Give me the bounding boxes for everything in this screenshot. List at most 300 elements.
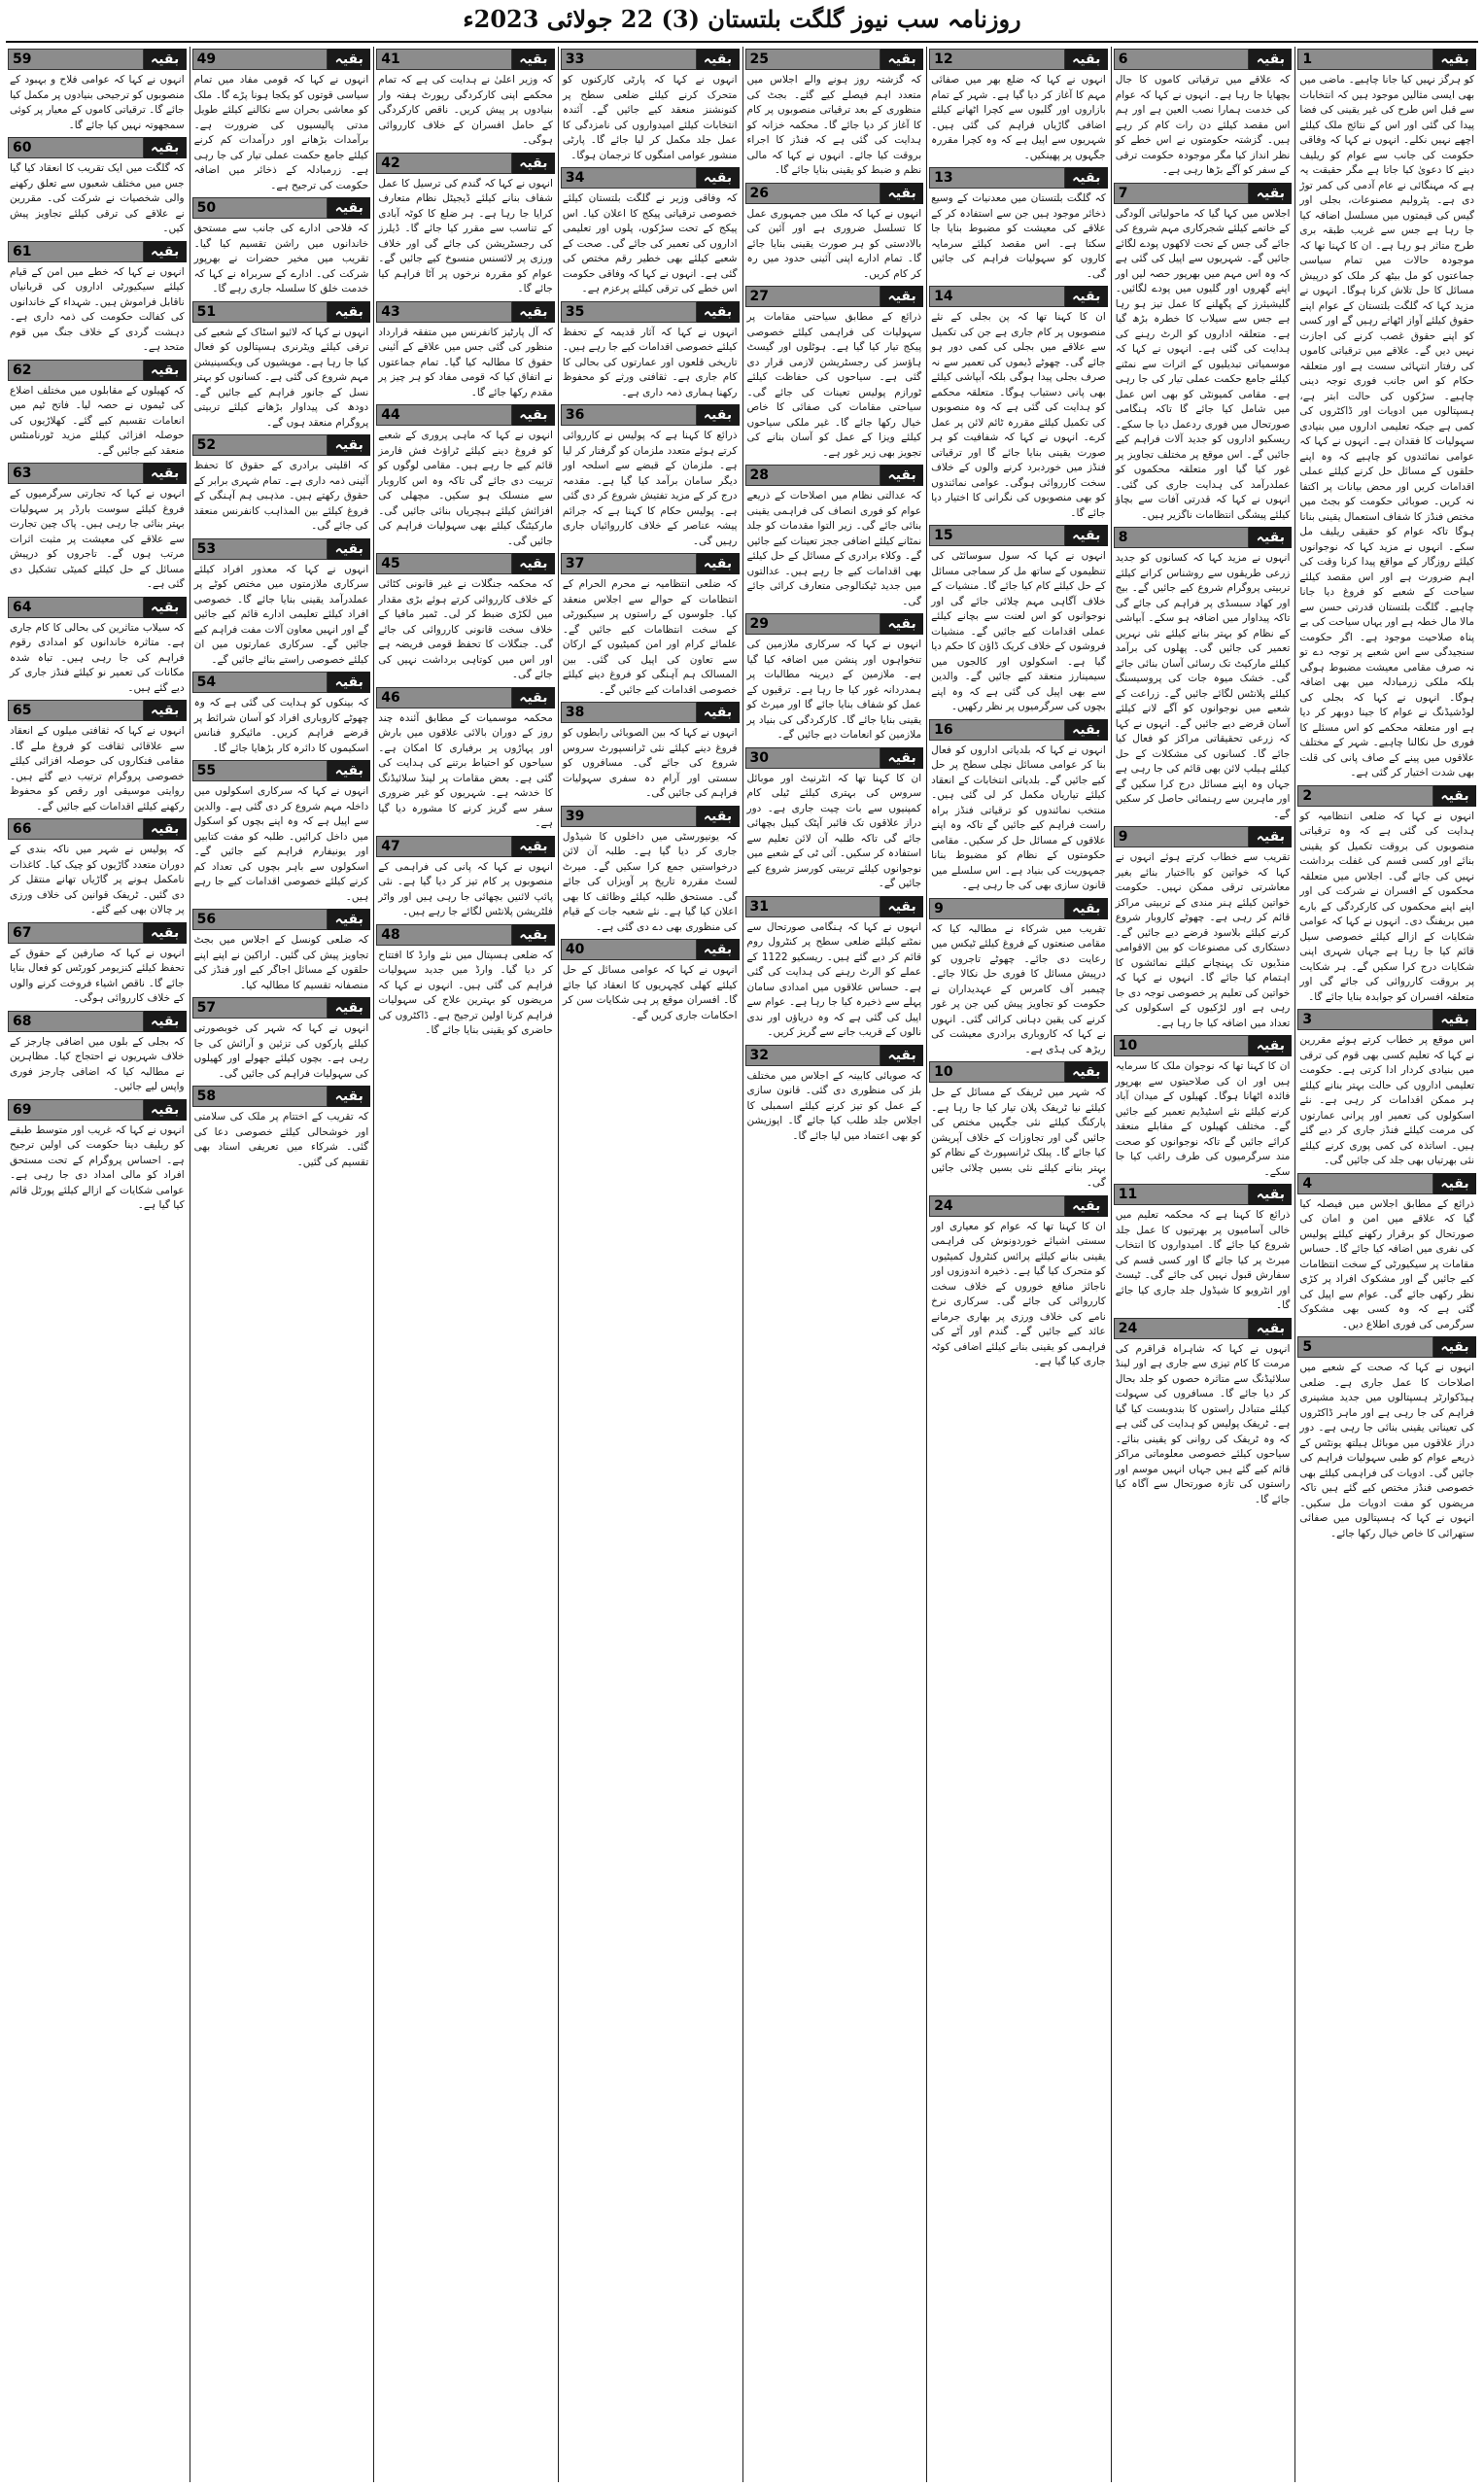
continuation-block: [745, 183, 924, 283]
continuation-number: 49: [192, 49, 328, 70]
continuation-label: بقیہ: [697, 404, 740, 426]
continuation-number: 9: [929, 898, 1065, 919]
continuation-label: بقیہ: [144, 597, 187, 618]
continuation-header: [745, 183, 924, 204]
story-text: کو ہرگز نہیں کیا جانا چاہیے۔ ماضی میں بھی ایسی مثالیں موجود ہیں کہ انتخابات سے قبل اس طرح کی غیر یقینی کی فضا پیدا کی گئی اور اس کے نتائج ملک کیلئے اچھے نہیں نکلے۔ انہوں نے کہا کہ وفاقی حکومت کی جانب سے عوام کو ریلیف دینے کا دعویٰ کیا جاتا ہے مگر حقیقت یہ ہے کہ مہنگائی نے عام آدمی کی کمر توڑ دی ہے۔ پٹرولیم مصنوعات، بجلی اور گیس کی قیمتوں میں مسلسل اضافہ کیا جا رہا ہے جس سے غریب طبقہ بری طرح متاثر ہو رہا ہے۔ ان کا کہنا تھا کہ موجودہ حالات میں تمام سیاسی جماعتوں کو مل بیٹھ کر ملک کو درپیش مسائل کا حل تلاش کرنا ہوگا۔ انہوں نے مزید کہا کہ گلگت بلتستان کے عوام اپنے حقوق کیلئے آواز اٹھاتے رہیں گے اور کسی کو اپنے حقوق غصب کرنے کی اجازت نہیں دیں گے۔ علاقے میں ترقیاتی کاموں کی رفتار انتہائی سست ہے اور متعلقہ حکام کو اس جانب فوری توجہ دینی چاہیے۔ سڑکوں کی حالت ابتر ہے، ہسپتالوں میں ادویات اور ڈاکٹروں کی کمی ہے جبکہ تعلیمی اداروں میں بنیادی سہولیات کا فقدان ہے۔ انہوں نے کہا کہ عوامی نمائندوں کو چاہیے کہ وہ اپنے حلقوں کے مسائل حل کرنے کیلئے عملی اقدامات کریں اور محض بیانات پر اکتفا نہ کریں۔ صوبائی حکومت کو بجٹ میں مختص فنڈز کا شفاف استعمال یقینی بنانا ہوگا تاکہ عوام کو حقیقی ریلیف مل سکے۔ انہوں نے مزید کہا کہ نوجوانوں کیلئے روزگار کے مواقع پیدا کرنا وقت کی اہم ضرورت ہے اور اس مقصد کیلئے سیاحت کے شعبے کو فروغ دیا جانا چاہیے۔ گلگت بلتستان قدرتی حسن سے مالا مال خطہ ہے اور یہاں سیاحت کی بے پناہ صلاحیت موجود ہے۔ اگر حکومت سنجیدگی سے اس شعبے پر توجہ دے تو نہ صرف مقامی معیشت مضبوط ہوگی بلکہ ملکی زرمبادلہ میں بھی اضافہ ہوگا۔ انہوں نے کہا کہ بجلی کی لوڈشیڈنگ نے عوام کا جینا دوبھر کر دیا ہے اور متعلقہ محکمے کو اس مسئلے کا فوری حل نکالنا چاہیے۔ شہر کے مختلف علاقوں میں پینے کے صاف پانی کی قلت بھی شدت اختیار کر گئی ہے۔: [1299, 74, 1474, 778]
continuation-label: بقیہ: [1249, 527, 1292, 548]
story-text: انہوں نے کہا کہ تجارتی سرگرمیوں کے فروغ کیلئے سوست بارڈر پر سہولیات بہتر بنائی جا رہی ہیں۔ پاک چین تجارت سے علاقے کی معیشت پر مثبت اثرات مرتب ہوں گے۔ تاجروں کو درپیش مسائل کے حل کیلئے کمیٹی تشکیل دی گئی ہے۔: [10, 488, 185, 590]
story-text: تقریب سے خطاب کرتے ہوئے انہوں نے کہا کہ خواتین کو بااختیار بنائے بغیر معاشرتی ترقی ممکن نہیں۔ حکومت خواتین کیلئے ہنر مندی کے تربیتی مراکز قائم کر رہی ہے۔ چھوٹے کاروبار شروع کرنے کیلئے بلاسود قرضے دیے جائیں گے۔ دستکاری کی مصنوعات کو بین الاقوامی منڈیوں تک پہنچانے کیلئے نمائشوں کا اہتمام کیا جائے گا۔ انہوں نے کہا کہ خواتین کی تعلیم پر خصوصی توجہ دی جا رہی ہے اور لڑکیوں کے اسکولوں کی تعداد میں اضافہ کیا جا رہا ہے۔: [1115, 851, 1291, 1029]
continuation-label: بقیہ: [144, 1099, 187, 1121]
continuation-number: 14: [929, 286, 1065, 307]
continuation-number: 62: [8, 360, 144, 381]
continuation-label: بقیہ: [328, 197, 370, 219]
continuation-number: 68: [8, 1011, 144, 1032]
continuation-label: بقیہ: [328, 672, 370, 693]
continuation-block: [8, 922, 187, 1007]
continuation-label: بقیہ: [1433, 1336, 1476, 1358]
story-text: کہ محکمہ جنگلات نے غیر قانونی کٹائی کے خلاف کارروائی کرتے ہوئے بڑی مقدار میں لکڑی ضبط کر لی۔ ٹمبر مافیا کے خلاف سخت قانونی کارروائی کی جائے گی۔ جنگلات کا تحفظ قومی فریضہ ہے اور اس میں کوتاہی برداشت نہیں کی جائے گی۔: [378, 578, 553, 680]
continuation-label: بقیہ: [512, 153, 555, 174]
continuation-label: بقیہ: [512, 301, 555, 323]
column-divider: [1111, 47, 1112, 2482]
continuation-number: 6: [1114, 49, 1250, 70]
continuation-header: [376, 924, 555, 946]
continuation-number: 10: [1114, 1035, 1250, 1056]
continuation-number: 61: [8, 241, 144, 262]
continuation-label: بقیہ: [328, 909, 370, 930]
continuation-block: [745, 747, 924, 892]
continuation-label: بقیہ: [697, 301, 740, 323]
continuation-label: بقیہ: [144, 922, 187, 944]
continuation-number: 69: [8, 1099, 144, 1121]
continuation-block: [8, 1099, 187, 1214]
continuation-number: 39: [561, 806, 697, 827]
news-column: [1297, 47, 1476, 2482]
continuation-number: 45: [376, 553, 512, 574]
continuation-block: [376, 687, 555, 832]
continuation-header: [561, 553, 740, 574]
continuation-number: 59: [8, 49, 144, 70]
continuation-block: [8, 360, 187, 460]
continuation-header: [1114, 826, 1293, 847]
continuation-block: [192, 538, 371, 669]
continuation-number: 48: [376, 924, 512, 946]
continuation-header: [745, 465, 924, 486]
continuation-header: [376, 404, 555, 426]
continuation-number: 35: [561, 301, 697, 323]
story-text: انہوں نے کہا کہ ماہی پروری کے شعبے کو فروغ دینے کیلئے ٹراؤٹ فش فارمز قائم کیے جا رہے ہیں۔ مقامی لوگوں کو تربیت دی جائے گی تاکہ وہ اس کاروبار سے منسلک ہو سکیں۔ مچھلی کی افزائش کیلئے ہیچریاں بنائی جائیں گی۔ مارکیٹنگ کیلئے بھی سہولیات فراہم کی جائیں گی۔: [378, 430, 553, 547]
continuation-label: بقیہ: [328, 760, 370, 781]
continuation-header: [192, 909, 371, 930]
continuation-header: [1114, 1035, 1293, 1056]
story-text: انہوں نے کہا کہ سرکاری ملازمین کی تنخواہوں اور پنشن میں اضافہ کیا گیا ہے۔ ملازمین کے دیرینہ مطالبات پر ہمدردانہ غور کیا جا رہا ہے۔ ترقیوں کے عمل کو شفاف بنایا جائے گا اور میرٹ کو یقینی بنایا جائے گا۔ کارکردگی کی بنیاد پر ملازمین کو انعامات دیے جائیں گے۔: [746, 639, 922, 741]
news-column: [8, 47, 187, 2482]
continuation-header: [745, 1045, 924, 1066]
continuation-header: [192, 197, 371, 219]
story-text: کہ وزیر اعلیٰ نے ہدایت کی ہے کہ تمام محکمے اپنی کارکردگی رپورٹ ہفتہ وار بنیادوں پر پیش کریں۔ ناقص کارکردگی کے حامل افسران کے خلاف کارروائی ہوگی۔: [378, 74, 553, 146]
continuation-header: [929, 49, 1108, 70]
news-column: [192, 47, 371, 2482]
continuation-number: 5: [1297, 1336, 1433, 1358]
continuation-number: 52: [192, 434, 328, 456]
continuation-header: [8, 700, 187, 721]
continuation-number: 60: [8, 137, 144, 158]
story-text: کہ ضلعی ہسپتال میں نئے وارڈ کا افتتاح کر دیا گیا۔ وارڈ میں جدید سہولیات فراہم کی گئی ہیں۔ انہوں نے کہا کہ مریضوں کو بہترین علاج کی سہولیات فراہم کرنا اولین ترجیح ہے۔ ڈاکٹروں کی حاضری کو یقینی بنایا جائے گا۔: [378, 949, 553, 1036]
continuation-header: [8, 597, 187, 618]
continuation-number: 26: [745, 183, 881, 204]
continuation-header: [561, 49, 740, 70]
continuation-label: بقیہ: [328, 538, 370, 560]
continuation-block: [8, 1011, 187, 1095]
continuation-label: بقیہ: [1065, 719, 1108, 741]
continuation-number: 31: [745, 896, 881, 917]
continuation-header: [376, 836, 555, 857]
continuation-label: بقیہ: [697, 939, 740, 960]
story-text: انہوں نے کہا کہ بلدیاتی اداروں کو فعال بنا کر عوامی مسائل نچلی سطح پر حل کیے جائیں گے۔ بلدیاتی انتخابات کے انعقاد کیلئے تیاریاں مکمل کر لی گئی ہیں۔ منتخب نمائندوں کو ترقیاتی فنڈز براہ راست فراہم کیے جائیں گے تاکہ وہ اپنے علاقوں کے مسائل حل کر سکیں۔ مقامی حکومتوں کے نظام کو مضبوط بنانا جمہوریت کی بنیاد ہے۔ اس سلسلے میں قانون سازی بھی کی جا رہی ہے۔: [931, 743, 1106, 891]
continuation-label: بقیہ: [512, 553, 555, 574]
continuation-block: [8, 818, 187, 918]
continuation-block: [929, 898, 1108, 1058]
continuation-block: [929, 49, 1108, 163]
continuation-header: [376, 553, 555, 574]
continuation-header: [8, 922, 187, 944]
newspaper-masthead: [0, 0, 1484, 39]
continuation-label: بقیہ: [144, 700, 187, 721]
continuation-header: [192, 49, 371, 70]
continuation-label: بقیہ: [1065, 286, 1108, 307]
story-text: انہوں نے کہا کہ گندم کی ترسیل کا عمل شفاف بنانے کیلئے ڈیجیٹل نظام متعارف کرایا جا رہا ہے۔ ہر ضلع کا کوٹہ آبادی کے تناسب سے مقرر کیا جائے گا۔ ڈیلرز کی رجسٹریشن کی جائے گی اور خلاف ورزی پر لائسنس منسوخ کیے جائیں گے۔ عوام کو مقررہ نرخوں پر آٹا فراہم کیا جائے گا۔: [378, 177, 553, 294]
continuation-block: [8, 463, 187, 593]
continuation-number: 25: [745, 49, 881, 70]
continuation-number: 7: [1114, 183, 1250, 204]
continuation-label: بقیہ: [144, 463, 187, 484]
continuation-block: [376, 404, 555, 549]
continuation-header: [8, 818, 187, 840]
continuation-number: 53: [192, 538, 328, 560]
continuation-label: بقیہ: [328, 997, 370, 1019]
continuation-block: [745, 465, 924, 609]
continuation-number: 67: [8, 922, 144, 944]
continuation-label: بقیہ: [144, 1011, 187, 1032]
continuation-block: [8, 597, 187, 697]
continuation-number: 2: [1297, 785, 1433, 807]
continuation-block: [561, 404, 740, 549]
continuation-label: بقیہ: [328, 434, 370, 456]
continuation-number: 51: [192, 301, 328, 323]
continuation-block: [745, 1045, 924, 1145]
continuation-header: [929, 286, 1108, 307]
column-divider: [558, 47, 559, 2482]
continuation-label: بقیہ: [1249, 826, 1292, 847]
continuation-header: [1114, 183, 1293, 204]
continuation-block: [1114, 183, 1293, 524]
story-text: کہ عدالتی نظام میں اصلاحات کے ذریعے عوام کو فوری انصاف کی فراہمی یقینی بنائی جائے گی۔ زیر التوا مقدمات کو جلد نمٹانے کیلئے اضافی ججز تعینات کیے جائیں گے۔ وکلاء برادری کے مسائل کے حل کیلئے بھی اقدامات کیے جا رہے ہیں۔ عدالتوں میں جدید ٹیکنالوجی متعارف کرائی جائے گی۔: [746, 490, 922, 607]
story-text: اس موقع پر خطاب کرتے ہوئے مقررین نے کہا کہ تعلیم کسی بھی قوم کی ترقی میں بنیادی کردار ادا کرتی ہے۔ حکومت تعلیمی اداروں کی حالت بہتر بنانے کیلئے ہر ممکن اقدامات کر رہی ہے۔ نئے اسکولوں کی تعمیر اور پرانی عمارتوں کی مرمت کیلئے فنڈز جاری کر دیے گئے ہیں۔ اساتذہ کی کمی پوری کرنے کیلئے نئی بھرتیاں بھی جلد کی جائیں گی۔: [1299, 1034, 1474, 1166]
story-text: انہوں نے کہا کہ سول سوسائٹی کی تنظیموں کے ساتھ مل کر سماجی مسائل کے حل کیلئے کام کیا جائے گا۔ منشیات کے خلاف آگاہی مہم چلائی جائے گی اور نوجوانوں کو اس لعنت سے بچانے کیلئے عملی اقدامات کیے جائیں گے۔ منشیات فروشوں کے خلاف کریک ڈاؤن کا حکم دیا گیا ہے۔ اسکولوں اور کالجوں میں سیمینارز منعقد کیے جائیں گے۔ والدین سے بھی اپیل کی گئی ہے کہ وہ اپنے بچوں کی سرگرمیوں پر نظر رکھیں۔: [931, 550, 1106, 712]
news-column: [745, 47, 924, 2482]
continuation-label: بقیہ: [1433, 785, 1476, 807]
story-text: انہوں نے کہا کہ پارٹی کارکنوں کو متحرک کرنے کیلئے ضلعی سطح پر کنونشنز منعقد کیے جائیں گے۔ آئندہ انتخابات کیلئے امیدواروں کی نامزدگی کا عمل جلد مکمل کر لیا جائے گا۔ پارٹی منشور عوامی امنگوں کا ترجمان ہوگا۔: [562, 74, 738, 161]
continuation-block: [561, 167, 740, 297]
continuation-number: 8: [1114, 527, 1250, 548]
story-text: ان کا کہنا تھا کہ انٹرنیٹ اور موبائل سروس کی بہتری کیلئے ٹیلی کام کمپنیوں سے بات چیت جاری ہے۔ دور دراز علاقوں تک فائبر آپٹک کیبل بچھائی جائے گی تاکہ طلبہ آن لائن تعلیم سے استفادہ کر سکیں۔ آئی ٹی کے شعبے میں نوجوانوں کیلئے تربیتی کورسز شروع کیے جائیں گے۔: [746, 772, 922, 889]
continuation-header: [192, 434, 371, 456]
story-text: کہ بینکوں کو ہدایت کی گئی ہے کہ وہ چھوٹے کاروباری افراد کو آسان شرائط پر قرضے فراہم کریں۔ مائیکرو فنانس اسکیموں کا دائرہ کار بڑھایا جائے گا۔: [193, 697, 369, 754]
story-text: انہوں نے کہا کہ ثقافتی میلوں کے انعقاد سے علاقائی ثقافت کو فروغ ملے گا۔ مقامی فنکاروں کی حوصلہ افزائی کیلئے خصوصی پروگرام ترتیب دیے گئے ہیں۔ روایتی موسیقی اور رقص کو محفوظ رکھنے کیلئے اقدامات کیے جائیں گے۔: [10, 725, 185, 812]
continuation-label: بقیہ: [1065, 898, 1108, 919]
continuation-number: 47: [376, 836, 512, 857]
continuation-number: 3: [1297, 1009, 1433, 1030]
column-divider: [742, 47, 743, 2482]
story-text: ان کا کہنا تھا کہ پن بجلی کے نئے منصوبوں پر کام جاری ہے جن کی تکمیل سے علاقے میں بجلی کی کمی دور ہو جائے گی۔ چھوٹے ڈیموں کی تعمیر سے نہ صرف بجلی پیدا ہوگی بلکہ آبپاشی کیلئے بھی پانی دستیاب ہوگا۔ متعلقہ محکمے کو ہدایت کی گئی ہے کہ وہ منصوبوں کی تکمیل کیلئے مقررہ ٹائم لائن پر عمل کرے۔ انہوں نے کہا کہ شفافیت کو ہر صورت یقینی بنایا جائے گا اور ترقیاتی فنڈز میں خوردبرد کرنے والوں کے خلاف سخت کارروائی ہوگی۔ عوامی نمائندوں کو بھی منصوبوں کی نگرانی کا اختیار دیا جائے گا۔: [931, 311, 1106, 519]
continuation-header: [376, 687, 555, 708]
story-text: انہوں نے کہا کہ شاہراہ قراقرم کی مرمت کا کام تیزی سے جاری ہے اور لینڈ سلائیڈنگ سے متاثرہ حصوں کو جلد بحال کر دیا جائے گا۔ مسافروں کی سہولت کیلئے متبادل راستوں کا بندوبست کیا گیا ہے۔ ٹریفک پولیس کو ہدایت کی گئی ہے کہ وہ ٹریفک کی روانی کو یقینی بنائے۔ سیاحوں کیلئے خصوصی معلوماتی مراکز قائم کیے گئے ہیں جہاں انہیں موسم اور راستوں کی تازہ صورتحال سے آگاہ کیا جائے گا۔: [1115, 1342, 1291, 1505]
continuation-block: [192, 760, 371, 905]
story-text: انہوں نے کہا کہ عوامی فلاح و بہبود کے منصوبوں کو ترجیحی بنیادوں پر مکمل کیا جائے گا۔ ترقیاتی کاموں کے معیار پر کوئی سمجھوتہ نہیں کیا جائے گا۔: [10, 74, 185, 131]
story-text: کہ فلاحی ادارے کی جانب سے مستحق خاندانوں میں راشن تقسیم کیا گیا۔ تقریب میں مخیر حضرات نے بھرپور شرکت کی۔ ادارے کے سربراہ نے کہا کہ خدمت خلق کا سلسلہ جاری رہے گا۔: [193, 223, 369, 294]
continuation-number: 56: [192, 909, 328, 930]
continuation-label: بقیہ: [1249, 183, 1292, 204]
continuation-label: بقیہ: [512, 687, 555, 708]
story-text: ذرائع کا کہنا ہے کہ محکمہ تعلیم میں خالی آسامیوں پر بھرتیوں کا عمل جلد شروع کیا جائے گا۔ امیدواروں کا انتخاب میرٹ پر کیا جائے گا اور کسی قسم کی سفارش قبول نہیں کی جائے گی۔ ٹیسٹ اور انٹرویو کا شیڈول جلد جاری کیا جائے گا۔: [1115, 1209, 1291, 1311]
story-text: کہ سیلاب متاثرین کی بحالی کا کام جاری ہے۔ متاثرہ خاندانوں کو امدادی رقوم فراہم کی جا رہی ہیں۔ تباہ شدہ مکانات کی تعمیر نو کیلئے فنڈز جاری کر دیے گئے ہیں۔: [10, 621, 185, 694]
continuation-number: 41: [376, 49, 512, 70]
continuation-header: [1114, 1184, 1293, 1205]
story-text: کہ آل پارٹیز کانفرنس میں متفقہ قرارداد منظور کی گئی جس میں علاقے کے آئینی حقوق کا مطالبہ کیا گیا۔ تمام جماعتوں نے اتفاق کیا کہ قومی مفاد کو ہر چیز پر مقدم رکھا جائے گا۔: [378, 326, 553, 398]
continuation-header: [376, 153, 555, 174]
continuation-label: بقیہ: [512, 404, 555, 426]
continuation-block: [192, 197, 371, 297]
continuation-header: [8, 241, 187, 262]
continuation-label: بقیہ: [328, 1086, 370, 1107]
continuation-header: [561, 167, 740, 189]
continuation-number: 28: [745, 465, 881, 486]
continuation-label: بقیہ: [697, 49, 740, 70]
story-text: کہ بجلی کے بلوں میں اضافی چارجز کے خلاف شہریوں نے احتجاج کیا۔ مظاہرین نے مطالبہ کیا کہ اضافی چارجز فوری واپس لیے جائیں۔: [10, 1035, 185, 1092]
continuation-number: 16: [929, 719, 1065, 741]
continuation-label: بقیہ: [880, 613, 923, 635]
continuation-block: [8, 700, 187, 814]
story-text: انہوں نے کہا کہ پانی کی فراہمی کے منصوبوں پر کام تیز کر دیا گیا ہے۔ نئی پائپ لائنیں بچھائی جا رہی ہیں اور واٹر فلٹریشن پلانٹس لگائے جا رہے ہیں۔: [378, 860, 553, 917]
continuation-number: 1: [1297, 49, 1433, 70]
continuation-header: [8, 1099, 187, 1121]
story-text: کہ شہر میں ٹریفک کے مسائل کے حل کیلئے نیا ٹریفک پلان تیار کیا جا رہا ہے۔ پارکنگ کیلئے نئی جگہیں مختص کی جائیں گی اور تجاوزات کے خلاف آپریشن کیا جائے گا۔ پبلک ٹرانسپورٹ کے نظام کو بہتر بنانے کیلئے نئی بسیں چلائی جائیں گی۔: [931, 1087, 1106, 1189]
continuation-header: [1114, 1318, 1293, 1339]
continuation-number: 63: [8, 463, 144, 484]
continuation-label: بقیہ: [1249, 49, 1292, 70]
continuation-label: بقیہ: [1433, 49, 1476, 70]
story-text: انہوں نے کہا کہ خطے میں امن کے قیام کیلئے سیکیورٹی اداروں کی قربانیاں ناقابل فراموش ہیں۔ شہداء کے خاندانوں کی کفالت حکومت کی ذمہ داری ہے۔ دہشت گردی کے خلاف جنگ میں قوم متحد ہے۔: [10, 265, 185, 353]
continuation-label: بقیہ: [328, 301, 370, 323]
continuation-header: [745, 49, 924, 70]
continuation-block: [192, 49, 371, 193]
story-text: کہ یونیورسٹی میں داخلوں کا شیڈول جاری کر دیا گیا ہے۔ طلبہ آن لائن درخواستیں جمع کرا سکیں گے۔ میرٹ لسٹ مقررہ تاریخ پر آویزاں کی جائے گی۔ مستحق طلبہ کیلئے وظائف کا بھی اعلان کیا گیا ہے۔ نئے شعبہ جات کے قیام کی منظوری بھی دے دی گئی ہے۔: [562, 830, 738, 933]
continuation-label: بقیہ: [512, 924, 555, 946]
continuation-label: بقیہ: [512, 836, 555, 857]
continuation-block: [745, 286, 924, 461]
continuation-header: [192, 301, 371, 323]
story-text: کہ اقلیتی برادری کے حقوق کا تحفظ آئینی ذمہ داری ہے۔ تمام شہری برابر کے حقوق رکھتے ہیں۔ مذہبی ہم آہنگی کے فروغ کیلئے بین المذاہب کانفرنس منعقد کی جائے گی۔: [193, 460, 369, 532]
continuation-label: بقیہ: [880, 49, 923, 70]
story-text: انہوں نے کہا کہ شہر کی خوبصورتی کیلئے پارکوں کی تزئین و آرائش کی جا رہی ہے۔ بچوں کیلئے جھولے اور کھیلوں کی سہولیات فراہم کی جائیں گی۔: [193, 1022, 369, 1080]
story-text: انہوں نے کہا کہ ضلعی انتظامیہ کو ہدایت کی گئی ہے کہ وہ ترقیاتی منصوبوں کی بروقت تکمیل کو یقینی بنائے اور کسی قسم کی غفلت برداشت نہیں کی جائے گی۔ اجلاس میں متعلقہ محکموں کے افسران نے شرکت کی اور اپنے اپنے محکموں کی کارکردگی کے بارے میں بریفنگ دی۔ انہوں نے کہا کہ عوامی شکایات کے ازالے کیلئے خصوصی سیل قائم کیا جا رہا ہے جہاں شہری اپنی شکایات درج کرا سکیں گے۔ ہر شکایت پر بروقت کارروائی کی جائے گی اور متعلقہ افسران کو جوابدہ بنایا جائے گا۔: [1299, 810, 1474, 1003]
continuation-block: [1114, 1184, 1293, 1314]
story-text: کہ وفاقی وزیر نے گلگت بلتستان کیلئے خصوصی ترقیاتی پیکج کا اعلان کیا۔ اس پیکج کے تحت سڑکوں، پلوں اور تعلیمی اداروں کی تعمیر کی جائے گی۔ صحت کے شعبے کیلئے بھی خطیر رقم مختص کی گئی ہے۔ انہوں نے کہا کہ وفاقی حکومت اس خطے کی ترقی کیلئے پرعزم ہے۔: [562, 192, 738, 294]
continuation-number: 38: [561, 702, 697, 723]
continuation-block: [1297, 785, 1476, 1006]
continuation-block: [1297, 1336, 1476, 1541]
column-divider: [1294, 47, 1295, 2482]
continuation-number: 42: [376, 153, 512, 174]
story-text: کہ پولیس نے شہر میں ناکہ بندی کے دوران متعدد گاڑیوں کو چیک کیا۔ کاغذات نامکمل ہونے پر گاڑیاں تھانے منتقل کر دی گئیں۔ ٹریفک قوانین کی خلاف ورزی پر چالان بھی کیے گئے۔: [10, 844, 185, 916]
story-text: انہوں نے کہا کہ صارفین کے حقوق کے تحفظ کیلئے کنزیومر کورٹس کو فعال بنایا جائے گا۔ ناقص اشیاء فروخت کرنے والوں کے خلاف کارروائی ہوگی۔: [10, 947, 185, 1004]
continuation-label: بقیہ: [880, 896, 923, 917]
continuation-block: [745, 896, 924, 1041]
continuation-block: [192, 301, 371, 432]
continuation-header: [8, 463, 187, 484]
continuation-label: بقیہ: [1249, 1184, 1292, 1205]
continuation-number: 27: [745, 286, 881, 307]
continuation-block: [192, 909, 371, 993]
continuation-label: بقیہ: [880, 286, 923, 307]
continuation-label: بقیہ: [880, 1045, 923, 1066]
story-text: کہ تقریب کے اختتام پر ملک کی سلامتی اور خوشحالی کیلئے خصوصی دعا کی گئی۔ شرکاء میں تعریفی اسناد بھی تقسیم کی گئیں۔: [193, 1111, 369, 1168]
continuation-number: 13: [929, 167, 1065, 189]
story-text: محکمہ موسمیات کے مطابق آئندہ چند روز کے دوران بالائی علاقوں میں بارش اور پہاڑوں پر برفباری کا امکان ہے۔ سیاحوں کو احتیاط برتنے کی ہدایت کی گئی ہے۔ بعض مقامات پر لینڈ سلائیڈنگ کا خدشہ ہے۔ شہریوں کو غیر ضروری سفر سے گریز کرنے کا مشورہ دیا گیا ہے۔: [378, 711, 553, 829]
story-text: انہوں نے کہا کہ لائیو اسٹاک کے شعبے کی ترقی کیلئے ویٹرنری ہسپتالوں کو فعال کیا جا رہا ہے۔ مویشیوں کی ویکسینیشن مہم شروع کی گئی ہے۔ کسانوں کو بہتر نسل کے جانور فراہم کیے جائیں گے۔ دودھ کی پیداوار بڑھانے کیلئے تربیتی پروگرام منعقد ہوں گے۔: [193, 326, 369, 429]
continuation-header: [192, 997, 371, 1019]
continuation-header: [1114, 527, 1293, 548]
continuation-number: 55: [192, 760, 328, 781]
continuation-header: [745, 613, 924, 635]
story-text: انہوں نے کہا کہ بین الصوبائی رابطوں کو فروغ دینے کیلئے نئی ٹرانسپورٹ سروس شروع کی جائے گی۔ مسافروں کو سستی اور آرام دہ سفری سہولیات فراہم کی جائیں گی۔: [562, 727, 738, 799]
continuation-number: 9: [1114, 826, 1250, 847]
continuation-header: [929, 719, 1108, 741]
continuation-block: [929, 719, 1108, 894]
continuation-header: [561, 939, 740, 960]
continuation-number: 10: [929, 1061, 1065, 1083]
continuation-header: [192, 1086, 371, 1107]
continuation-label: بقیہ: [697, 553, 740, 574]
continuation-header: [1114, 49, 1293, 70]
continuation-block: [8, 241, 187, 356]
continuation-header: [8, 137, 187, 158]
continuation-number: 46: [376, 687, 512, 708]
masthead-title: روزنامہ سب نیوز گلگت بلتستان (3) 22 جولائی 2023ء: [463, 5, 1021, 33]
continuation-header: [8, 49, 187, 70]
continuation-number: 44: [376, 404, 512, 426]
continuation-label: بقیہ: [512, 49, 555, 70]
story-text: انہوں نے کہا کہ ہنگامی صورتحال سے نمٹنے کیلئے ضلعی سطح پر کنٹرول روم قائم کر دیے گئے ہیں۔ ریسکیو 1122 کے عملے کو الرٹ رہنے کی ہدایت کی گئی ہے۔ حساس علاقوں میں امدادی سامان پہلے سے ذخیرہ کیا جا رہا ہے۔ عوام سے اپیل کی گئی ہے کہ وہ دریاؤں اور ندی نالوں کے قریب جانے سے گریز کریں۔: [746, 920, 922, 1038]
continuation-header: [745, 747, 924, 769]
continuation-label: بقیہ: [697, 806, 740, 827]
story-text: انہوں نے کہا کہ صحت کے شعبے میں اصلاحات کا عمل جاری ہے۔ ضلعی ہیڈکوارٹر ہسپتالوں میں جدید مشینری فراہم کی جا رہی ہے اور ماہر ڈاکٹروں کی تعیناتی یقینی بنائی جا رہی ہے۔ دور دراز علاقوں میں موبائل ہیلتھ یونٹس کے ذریعے عوام کو طبی سہولیات فراہم کی جائیں گی۔ ادویات کی فراہمی کیلئے بھی خصوصی فنڈز مختص کیے گئے ہیں تاکہ مریضوں کو مفت ادویات مل سکیں۔ انہوں نے کہا کہ ہسپتالوں میں صفائی ستھرائی کا خاص خیال رکھا جائے۔: [1299, 1362, 1474, 1539]
continuation-header: [561, 301, 740, 323]
continuation-block: [561, 301, 740, 401]
continuation-number: 57: [192, 997, 328, 1019]
news-column: [1114, 47, 1293, 2482]
continuation-label: بقیہ: [144, 137, 187, 158]
story-text: انہوں نے کہا کہ ملک میں جمہوری عمل کا تسلسل ضروری ہے اور آئین کی بالادستی کو ہر صورت یقینی بنایا جائے گا۔ تمام ادارے اپنی آئینی حدود میں رہ کر کام کریں۔: [746, 207, 922, 280]
continuation-label: بقیہ: [880, 465, 923, 486]
column-divider: [926, 47, 927, 2482]
continuation-number: 30: [745, 747, 881, 769]
continuation-block: [8, 137, 187, 237]
story-text: ان کا کہنا تھا کہ عوام کو معیاری اور سستی اشیائے خوردونوش کی فراہمی یقینی بنانے کیلئے پرائس کنٹرول کمیٹیوں کو متحرک کیا گیا ہے۔ ذخیرہ اندوزوں اور ناجائز منافع خوروں کے خلاف سخت کارروائی کی جائے گی۔ سرکاری نرخ نامے کی خلاف ورزی پر بھاری جرمانے عائد کیے جائیں گے۔ گندم اور آٹے کی فراہمی کو یقینی بنانے کیلئے اضافی کوٹہ جاری کیا گیا ہے۔: [931, 1220, 1106, 1367]
continuation-header: [1297, 785, 1476, 807]
continuation-number: 33: [561, 49, 697, 70]
continuation-header: [929, 1195, 1108, 1217]
continuation-block: [929, 167, 1108, 282]
continuation-header: [929, 525, 1108, 546]
continuation-header: [192, 672, 371, 693]
story-text: کہ گلگت بلتستان میں معدنیات کے وسیع ذخائر موجود ہیں جن سے استفادہ کر کے علاقے کی معیشت کو مضبوط بنایا جا سکتا ہے۔ اس مقصد کیلئے سرمایہ کاروں کو سہولیات فراہم کی جائیں گی۔: [931, 192, 1106, 280]
continuation-number: 50: [192, 197, 328, 219]
continuation-block: [376, 836, 555, 920]
continuation-number: 36: [561, 404, 697, 426]
continuation-block: [376, 924, 555, 1039]
story-text: انہوں نے کہا کہ سرکاری اسکولوں میں داخلہ مہم شروع کر دی گئی ہے۔ والدین سے اپیل ہے کہ وہ اپنے بچوں کو اسکول میں داخل کرائیں۔ طلبہ کو مفت کتابیں اور یونیفارم فراہم کیے جائیں گے۔ اسکولوں سے باہر بچوں کی تعداد کم کرنے کیلئے خصوصی اقدامات کیے جا رہے ہیں۔: [193, 785, 369, 903]
continuation-label: بقیہ: [144, 49, 187, 70]
continuation-number: 32: [745, 1045, 881, 1066]
continuation-header: [376, 301, 555, 323]
continuation-header: [929, 167, 1108, 189]
continuation-block: [929, 1195, 1108, 1370]
story-text: انہوں نے کہا کہ عوامی مسائل کے حل کیلئے کھلی کچہریوں کا انعقاد کیا جائے گا۔ افسران موقع پر ہی شکایات سن کر احکامات جاری کریں گے۔: [562, 964, 738, 1021]
continuation-block: [561, 553, 740, 698]
continuation-label: بقیہ: [1249, 1318, 1292, 1339]
continuation-header: [745, 286, 924, 307]
continuation-block: [1114, 826, 1293, 1031]
continuation-block: [561, 939, 740, 1023]
continuation-block: [376, 301, 555, 401]
story-text: کہ علاقے میں ترقیاتی کاموں کا جال بچھایا جا رہا ہے۔ انہوں نے کہا کہ عوام کی خدمت ہمارا نصب العین ہے اور ہم اس مقصد کیلئے دن رات کام کر رہے ہیں۔ گزشتہ حکومتوں نے اس خطے کو نظر انداز کیا مگر موجودہ حکومت ترقی کے سفر کو آگے بڑھا رہی ہے۔: [1115, 74, 1291, 176]
story-text: انہوں نے کہا کہ غریب اور متوسط طبقے کو ریلیف دینا حکومت کی اولین ترجیح ہے۔ احساس پروگرام کے تحت مستحق افراد کو مالی امداد دی جا رہی ہے۔ عوامی شکایات کے ازالے کیلئے پورٹل قائم کیا گیا ہے۔: [10, 1123, 185, 1211]
continuation-number: 4: [1297, 1173, 1433, 1194]
continuation-block: [929, 1061, 1108, 1192]
continuation-label: بقیہ: [328, 49, 370, 70]
continuation-block: [929, 286, 1108, 521]
continuation-label: بقیہ: [880, 183, 923, 204]
continuation-header: [8, 1011, 187, 1032]
continuation-block: [1297, 1173, 1476, 1333]
continuation-number: 34: [561, 167, 697, 189]
continuation-label: بقیہ: [1065, 1061, 1108, 1083]
story-text: کہ کھیلوں کے مقابلوں میں مختلف اضلاع کی ٹیموں نے حصہ لیا۔ فاتح ٹیم میں انعامات تقسیم کیے گئے۔ کھلاڑیوں کی حوصلہ افزائی کیلئے مزید ٹورنامنٹس منعقد کیے جائیں گے۔: [10, 384, 185, 457]
continuation-header: [1297, 1173, 1476, 1194]
continuation-number: 37: [561, 553, 697, 574]
continuation-block: [745, 613, 924, 743]
story-text: کہ ضلعی کونسل کے اجلاس میں بجٹ تجاویز پیش کی گئیں۔ اراکین نے اپنے اپنے حلقوں کے مسائل اجاگر کیے اور فنڈز کی منصفانہ تقسیم کا مطالبہ کیا۔: [193, 934, 369, 991]
continuation-label: بقیہ: [1065, 167, 1108, 189]
story-text: انہوں نے کہا کہ قومی مفاد میں تمام سیاسی قوتوں کو یکجا ہونا پڑے گا۔ ملک کو معاشی بحران سے نکالنے کیلئے طویل مدتی پالیسیوں کی ضرورت ہے۔ برآمدات بڑھانے اور درآمدات کم کرنے کیلئے جامع حکمت عملی تیار کی جا رہی ہے۔ زرمبادلہ کے ذخائر میں اضافہ حکومت کی ترجیح ہے۔: [193, 74, 369, 191]
continuation-header: [561, 404, 740, 426]
continuation-label: بقیہ: [1065, 49, 1108, 70]
story-text: کہ ضلعی انتظامیہ نے محرم الحرام کے انتظامات کے حوالے سے اجلاس منعقد کیا۔ جلوسوں کے راستوں پر سیکیورٹی کے سخت انتظامات کیے جائیں گے۔ علمائے کرام اور امن کمیٹیوں کے ارکان سے تعاون کی اپیل کی گئی۔ بین المسالک ہم آہنگی کو فروغ دینے کیلئے خصوصی اقدامات کیے جائیں گے۔: [562, 578, 738, 696]
continuation-block: [561, 806, 740, 936]
story-text: کہ گلگت میں ایک تقریب کا انعقاد کیا گیا جس میں مختلف شعبوں سے تعلق رکھنے والی شخصیات نے شرکت کی۔ مقررین نے علاقے کی ترقی کیلئے تجاویز پیش کیں۔: [10, 162, 185, 234]
continuation-block: [376, 553, 555, 683]
continuation-header: [561, 806, 740, 827]
continuation-block: [1297, 1009, 1476, 1169]
continuation-block: [929, 525, 1108, 715]
continuation-number: 24: [1114, 1318, 1250, 1339]
continuation-number: 11: [1114, 1184, 1250, 1205]
continuation-label: بقیہ: [880, 747, 923, 769]
continuation-label: بقیہ: [144, 818, 187, 840]
continuation-number: 54: [192, 672, 328, 693]
continuation-number: 29: [745, 613, 881, 635]
continuation-block: [561, 702, 740, 802]
continuation-label: بقیہ: [1249, 1035, 1292, 1056]
continuation-header: [745, 896, 924, 917]
continuation-label: بقیہ: [144, 360, 187, 381]
story-text: ذرائع کا کہنا ہے کہ پولیس نے کارروائی کرتے ہوئے متعدد ملزمان کو گرفتار کر لیا ہے۔ ملزمان کے قبضے سے اسلحہ اور دیگر سامان برآمد کیا گیا ہے۔ مقدمہ درج کر کے مزید تفتیش شروع کر دی گئی ہے۔ پولیس حکام کا کہنا ہے کہ جرائم پیشہ عناصر کے خلاف کارروائیاں جاری رہیں گی۔: [562, 430, 738, 547]
story-text: اجلاس میں کہا گیا کہ ماحولیاتی آلودگی کے خاتمے کیلئے شجرکاری مہم شروع کی جائے گی جس کے تحت لاکھوں پودے لگائے جائیں گے۔ شہریوں سے اپیل کی گئی ہے کہ وہ اس مہم میں بھرپور حصہ لیں اور اپنے گھروں اور گلیوں میں پودے لگائیں۔ گلیشیئرز کے پگھلنے کا عمل تیز ہو رہا ہے جس سے سیلاب کا خطرہ بڑھ گیا ہے۔ متعلقہ اداروں کو الرٹ رہنے کی ہدایت کی گئی ہے۔ انہوں نے کہا کہ موسمیاتی تبدیلیوں کے اثرات سے نمٹنے کیلئے جامع حکمت عملی تیار کی جا رہی ہے۔ مقامی کمیونٹی کو بھی اس عمل میں شامل کیا جائے گا تاکہ ہنگامی صورتحال میں فوری ردعمل دیا جا سکے۔ ریسکیو اداروں کو جدید آلات فراہم کیے جائیں گے۔ اس موقع پر مختلف تجاویز پر غور کیا گیا اور متعلقہ محکموں کو عملدرآمد کی ہدایت جاری کی گئی۔ انہوں نے کہا کہ قدرتی آفات سے بچاؤ کیلئے پیشگی انتظامات ناگزیر ہیں۔: [1115, 207, 1291, 521]
continuation-block: [8, 49, 187, 133]
continuation-block: [1114, 527, 1293, 822]
continuation-label: بقیہ: [1433, 1173, 1476, 1194]
continuation-label: بقیہ: [1433, 1009, 1476, 1030]
news-column: [376, 47, 555, 2482]
continuation-label: بقیہ: [144, 241, 187, 262]
continuation-block: [376, 49, 555, 149]
continuation-header: [1297, 1009, 1476, 1030]
continuation-block: [192, 672, 371, 756]
continuation-header: [929, 1061, 1108, 1083]
continuation-number: 66: [8, 818, 144, 840]
continuation-block: [561, 49, 740, 163]
continuation-header: [8, 360, 187, 381]
